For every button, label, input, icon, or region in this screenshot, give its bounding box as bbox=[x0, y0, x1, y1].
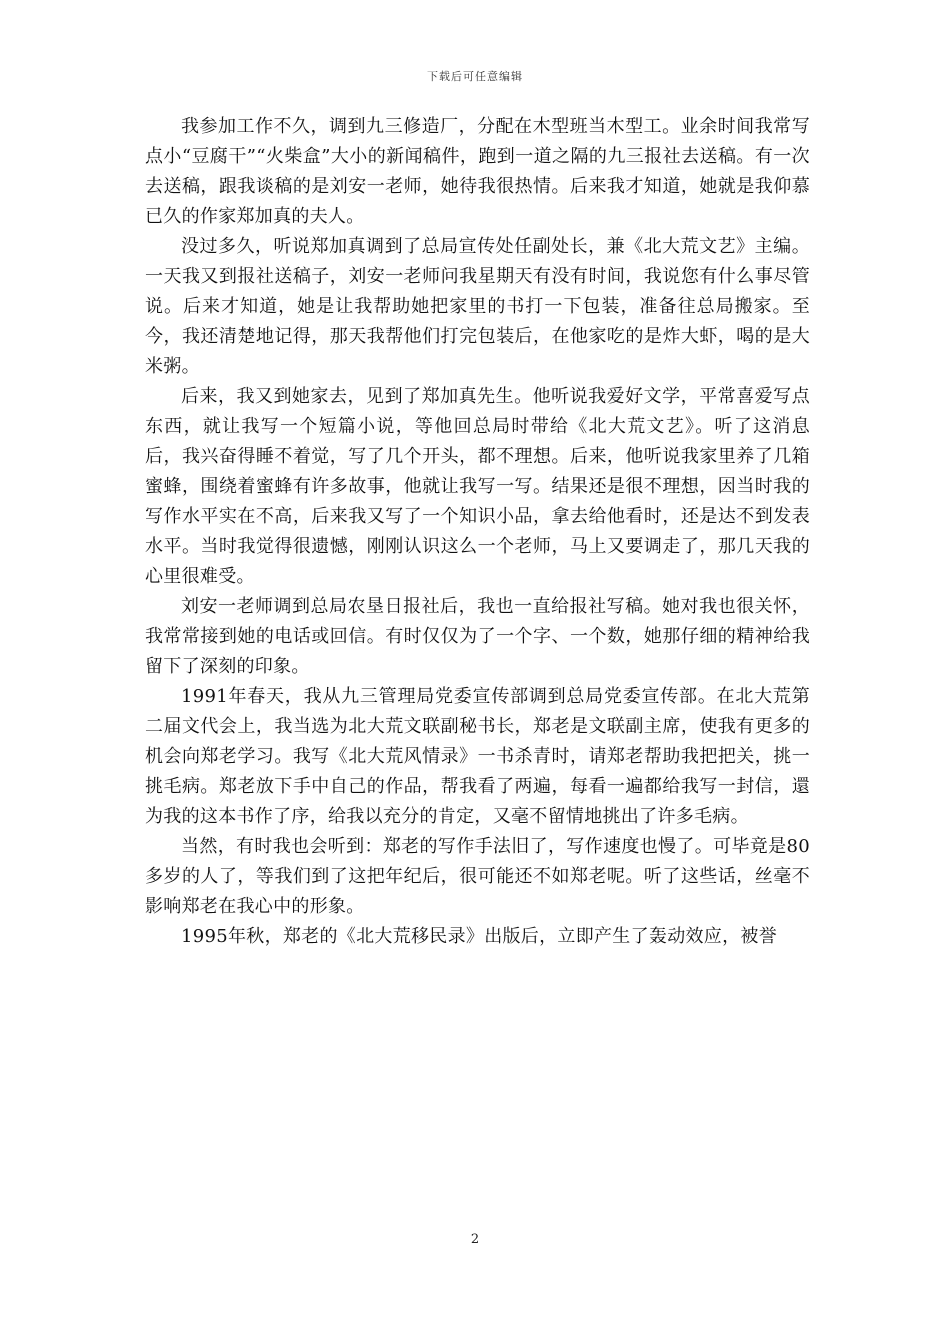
paragraph-5: 1991年春天，我从九三管理局党委宣传部调到总局党委宣传部。在北大荒第二届文代会上，我当选为北大荒文联副秘书长，郑老是文联副主席，使我有更多的机会向郑老学习。我写《北大荒风情录》一书杀青时，请郑老帮助我把把关，挑一挑毛病。郑老放下手中自己的作品，帮我看了两遍，每看一遍都给我写一封信，還为我的这本书作了序，给我以充分的肯定，又毫不留情地挑出了许多毛病。 bbox=[145, 686, 810, 827]
document-body bbox=[145, 112, 810, 952]
paragraph-6: 当然，有时我也会听到：郑老的写作手法旧了，写作速度也慢了。可毕竟是80多岁的人了，等我们到了这把年纪后，很可能还不如郑老呢。听了这些话，丝毫不影响郑老在我心中的形象。 bbox=[145, 836, 810, 917]
paragraph-7: 1995年秋，郑老的《北大荒移民录》出版后，立即产生了轰动效应，被誉 bbox=[181, 926, 778, 947]
paragraph-4: 刘安一老师调到总局农垦日报社后，我也一直给报社写稿。她对我也很关怀，我常常接到她的电话或回信。有时仅仅为了一个字、一个数，她那仔细的精神给我留下了深刻的印象。 bbox=[145, 596, 810, 677]
paragraph-3: 后来，我又到她家去，见到了郑加真先生。他听说我爱好文学，平常喜爱写点东西，就让我写一个短篇小说，等他回总局时带给《北大荒文艺》。听了这消息后，我兴奋得睡不着觉，写了几个开头，都不理想。后来，他听说我家里养了几箱蜜蜂，围绕着蜜蜂有许多故事，他就让我写一写。结果还是很不理想，因当时我的写作水平实在不高，后来我又写了一个知识小品，拿去给他看时，还是达不到发表水平。当时我觉得很遗憾，刚刚认识这么一个老师，马上又要调走了，那几天我的心里很难受。 bbox=[145, 386, 810, 587]
page-header: 下载后可任意编辑 bbox=[427, 70, 523, 83]
page-number: 2 bbox=[470, 1232, 480, 1247]
paragraph-1: 我参加工作不久，调到九三修造厂，分配在木型班当木型工。业余时间我常写点小“豆腐干”“火柴盒”大小的新闻稿件，跑到一道之隔的九三报社去送稿。有一次去送稿，跟我谈稿的是刘安一老师，她待我很热情。后来我才知道，她就是我仰慕已久的作家郑加真的夫人。 bbox=[145, 116, 810, 227]
paragraph-2: 没过多久，听说郑加真调到了总局宣传处任副处长，兼《北大荒文艺》主编。一天我又到报社送稿子，刘安一老师问我星期天有没有时间，我说您有什么事尽管说。后来才知道，她是让我帮助她把家里的书打一下包装，准备往总局搬家。至今，我还清楚地记得，那天我帮他们打完包装后，在他家吃的是炸大虾，喝的是大米粥。 bbox=[145, 236, 810, 377]
